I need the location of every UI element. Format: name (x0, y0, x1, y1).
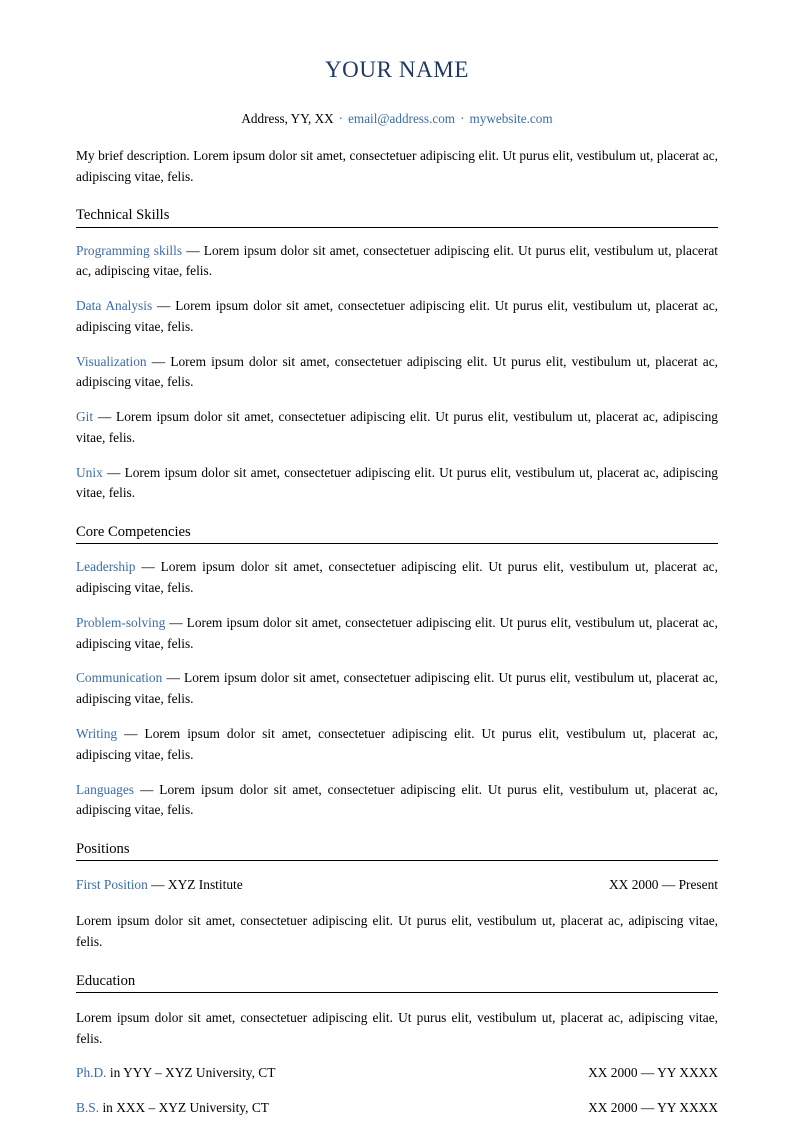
skill-entry (76, 352, 718, 394)
degree-detail: in YYY – XYZ University, CT (109, 1065, 276, 1081)
degree-detail: in XXX – XYZ University, CT (102, 1100, 269, 1116)
skill-term: Unix (76, 464, 103, 480)
competency-dash: — (124, 726, 138, 741)
competency-description: Lorem ipsum dolor sit amet, consectetuer adipiscing elit. Ut purus elit, vestibulum ut, placerat ac, adipiscing vitae, felis. (76, 614, 718, 651)
education-row (76, 1063, 718, 1084)
competency-dash: — (141, 559, 155, 575)
section-divider (76, 860, 718, 861)
degree-group (76, 1098, 269, 1119)
degree-date: XX 2000 — YY XXXX (588, 1100, 718, 1116)
skill-description: Lorem ipsum dolor sit amet, consectetuer adipiscing elit. Ut purus elit, vestibulum ut, placerat ac, adipiscing vitae, felis. (76, 464, 718, 501)
section-heading-positions: Positions (76, 841, 130, 858)
contact-website-link[interactable]: mywebsite.com (469, 110, 553, 126)
section-divider (76, 227, 718, 228)
skill-dash: — (97, 409, 112, 425)
skill-entry (76, 407, 718, 449)
position-title-group (76, 875, 243, 896)
degree-name: B.S. (76, 1100, 100, 1116)
competency-entry (76, 557, 718, 599)
skill-description: Lorem ipsum dolor sit amet, consectetuer adipiscing elit. Ut purus elit, vestibulum ut, placerat ac, adipiscing vitae, felis. (76, 242, 719, 279)
contact-address: Address, YY, XX (241, 110, 334, 126)
section-heading-core-competencies: Core Competencies (76, 524, 191, 541)
section-positions (76, 840, 718, 953)
section-divider (76, 543, 718, 544)
contact-separator-1: · (338, 110, 344, 126)
skill-term: Data Analysis (76, 298, 153, 314)
education-description: Lorem ipsum dolor sit amet, consectetuer adipiscing elit. Ut purus elit, vestibulum ut, placerat ac, adipiscing vitae, felis. (76, 1009, 718, 1046)
skill-entry (76, 463, 718, 505)
contact-email-link[interactable]: email@address.com (348, 110, 456, 126)
competency-term: Languages (76, 781, 135, 797)
position-title: First Position (76, 877, 148, 893)
skill-dash: — (106, 464, 121, 480)
competency-term: Writing (76, 726, 118, 741)
skill-description: Lorem ipsum dolor sit amet, consectetuer adipiscing elit. Ut purus elit, vestibulum ut, placerat ac, adipiscing vitae, felis. (76, 298, 718, 334)
position-date: XX 2000 — Present (609, 877, 718, 893)
competency-term: Problem-solving (76, 614, 166, 630)
summary-paragraph: My brief description. Lorem ipsum dolor sit amet, consectetuer adipiscing elit. Ut purus elit, vestibulum ut, placerat ac, adipiscing vitae, felis. (76, 147, 718, 184)
competency-term: Leadership (76, 559, 136, 575)
section-divider (76, 992, 718, 993)
skill-dash: — (157, 298, 171, 314)
skill-description: Lorem ipsum dolor sit amet, consectetuer adipiscing elit. Ut purus elit, vestibulum ut, placerat ac, adipiscing vitae, felis. (76, 353, 718, 390)
skill-term: Programming skills (76, 242, 183, 258)
contact-line (76, 110, 718, 127)
degree-name: Ph.D. (76, 1065, 107, 1081)
section-heading-technical-skills: Technical Skills (76, 207, 170, 224)
competency-description: Lorem ipsum dolor sit amet, consectetuer adipiscing elit. Ut purus elit, vestibulum ut, placerat ac, adipiscing vitae, felis. (76, 781, 718, 818)
skill-description: Lorem ipsum dolor sit amet, consectetuer adipiscing elit. Ut purus elit, vestibulum ut, placerat ac, adipiscing vitae, felis. (76, 409, 718, 445)
page-title: YOUR NAME (324, 57, 470, 82)
section-core-competencies (76, 523, 718, 821)
competency-dash: — (166, 670, 180, 686)
competency-dash: — (169, 614, 183, 630)
degree-group (76, 1063, 275, 1084)
section-heading-education: Education (76, 972, 136, 989)
competency-dash: — (139, 781, 154, 797)
section-education (76, 972, 718, 1119)
competency-term: Communication (76, 670, 163, 686)
competency-description: Lorem ipsum dolor sit amet, consectetuer adipiscing elit. Ut purus elit, vestibulum ut, placerat ac, adipiscing vitae, felis. (76, 559, 718, 596)
position-dash: — (151, 877, 165, 893)
degree-date: XX 2000 — YY XXXX (588, 1065, 718, 1081)
education-row (76, 1098, 718, 1119)
skill-dash: — (151, 353, 166, 369)
skill-term: Visualization (76, 353, 147, 369)
position-description: Lorem ipsum dolor sit amet, consectetuer adipiscing elit. Ut purus elit, vestibulum ut, placerat ac, adipiscing vitae, felis. (76, 913, 718, 949)
skill-term: Git (76, 409, 94, 425)
position-row (76, 875, 718, 896)
skill-entry (76, 296, 718, 338)
competency-description: Lorem ipsum dolor sit amet, consectetuer adipiscing elit. Ut purus elit, vestibulum ut, placerat ac, adipiscing vitae, felis. (76, 670, 718, 707)
competency-entry (76, 780, 718, 822)
position-organization: XYZ Institute (167, 877, 243, 893)
section-technical-skills (76, 206, 718, 504)
contact-separator-2: · (460, 110, 465, 126)
competency-entry (76, 668, 718, 710)
competency-entry (76, 613, 718, 655)
competency-entry (76, 724, 718, 766)
skill-entry (76, 241, 718, 283)
competency-description: Lorem ipsum dolor sit amet, consectetuer adipiscing elit. Ut purus elit, vestibulum ut, placerat ac, adipiscing vitae, felis. (76, 726, 718, 762)
skill-dash: — (186, 242, 200, 258)
